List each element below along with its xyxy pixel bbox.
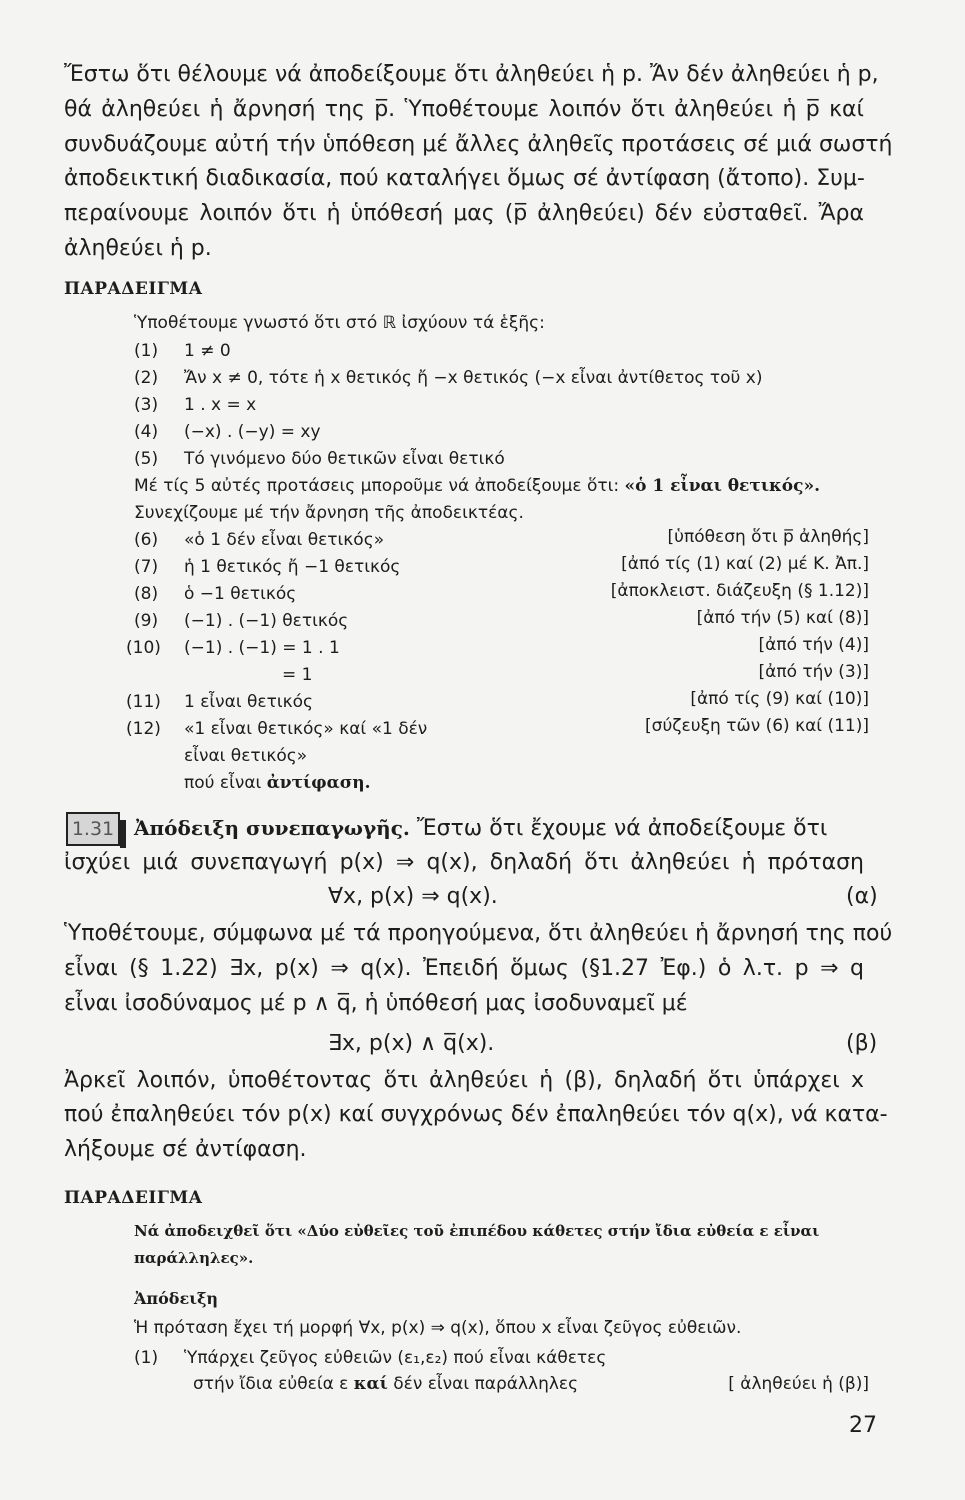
- intro-line-6: ἀληθεύει ἡ p.: [64, 236, 212, 261]
- intro-line-3: συνδυάζουμε αὐτή τήν ὑπόθεση μέ ἄλλες ἀληθεῖς προτάσεις σέ μιά σωστή: [64, 132, 893, 157]
- section-line-8: λήξουμε σέ ἀντίφαση.: [64, 1137, 307, 1162]
- proof-step-text: Ὑπάρχει ζεῦγος εὐθειῶν (ε₁,ε₂) πού εἶναι κάθετες: [184, 1348, 607, 1368]
- step-reason: [σύζευξη τῶν (6) καί (11)]: [645, 716, 869, 736]
- proof-line: Ἡ πρόταση ἔχει τή μορφή ∀x, p(x) ⇒ q(x), ὅπου x εἶναι ζεῦγος εὐθειῶν.: [134, 1318, 742, 1338]
- fact-text: 1 . x = x: [184, 395, 257, 415]
- claim-bold: «ὁ 1 εἶναι θετικός».: [624, 476, 821, 496]
- proof-heading: Ἀπόδειξη: [134, 1289, 219, 1308]
- step-text: «1 εἶναι θετικός» καί «1 δέν: [184, 719, 428, 739]
- example-heading-2: ΠΑΡΑΔΕΙΓΜΑ: [64, 1188, 203, 1208]
- section-line-6: Ἀρκεῖ λοιπόν, ὑποθέτοντας ὅτι ἀληθεύει ἡ (β), δηλαδή ὅτι ὑπάρχει x: [64, 1068, 864, 1093]
- section-line-3: Ὑποθέτουμε, σύμφωνα μέ τά προηγούμενα, ὅτι ἀληθεύει ἡ ἄρνησή της πού: [64, 921, 893, 946]
- step-number: (9): [134, 611, 159, 631]
- intro-line-5: περαίνουμε λοιπόν ὅτι ἡ ὑπόθεσή μας (p̅ ἀληθεύει) δέν εὐσταθεῖ. Ἄρα: [64, 201, 864, 226]
- step-text: = 1: [282, 665, 313, 685]
- step-number: (8): [134, 584, 159, 604]
- intro-line-4: ἀποδεικτική διαδικασία, πού καταλήγει ὅμως σέ ἀντίφαση (ἄτοπο). Συμ-: [64, 166, 865, 191]
- step-reason: [ἀποκλειστ. διάζευξη (§ 1.12)]: [610, 581, 869, 601]
- step-text: ἡ 1 θετικός ἤ −1 θετικός: [184, 557, 401, 577]
- section-title: Ἀπόδειξη συνεπαγωγῆς.: [134, 816, 410, 840]
- step12-continuation: εἶναι θετικός»: [184, 746, 308, 766]
- step-reason: [ἀπό τήν (4)]: [758, 635, 869, 655]
- proof-step-continuation: [193, 1374, 578, 1394]
- conclusion-prefix: πού εἶναι: [184, 773, 267, 793]
- fact-number: (4): [134, 422, 159, 442]
- proof-step-number: (1): [134, 1348, 159, 1368]
- claim-prefix: Μέ τίς 5 αὐτές προτάσεις μποροῦμε νά ἀποδείξουμε ὅτι:: [134, 476, 625, 496]
- step-reason: [ὑπόθεση ὅτι p̅ ἀληθής]: [667, 527, 869, 547]
- step-text: (−1) . (−1) θετικός: [184, 611, 349, 631]
- fact-text: 1 ≠ 0: [184, 341, 231, 361]
- formula-alpha-label: (α): [846, 884, 878, 909]
- fact-number: (1): [134, 341, 159, 361]
- fact-text: Ἄν x ≠ 0, τότε ἡ x θετικός ἤ −x θετικός (−x εἶναι ἀντίθετος τοῦ x): [184, 368, 763, 388]
- step-number: (11): [126, 692, 161, 712]
- step12-conclusion: [184, 773, 371, 793]
- section-first-line: [134, 816, 827, 841]
- step-number: (12): [126, 719, 161, 739]
- step-number: (6): [134, 530, 159, 550]
- fact-number: (2): [134, 368, 159, 388]
- fact-text: Τό γινόμενο δύο θετικῶν εἶναι θετικό: [184, 449, 505, 469]
- step-reason: [ἀπό τήν (5) καί (8)]: [696, 608, 869, 628]
- proof-cont-bold: καί: [353, 1374, 388, 1394]
- step-text: «ὁ 1 δέν εἶναι θετικός»: [184, 530, 385, 550]
- fact-text: (−x) . (−y) = xy: [184, 422, 321, 442]
- intro-line-2: θά ἀληθεύει ἡ ἄρνησή της p̅. Ὑποθέτουμε λοιπόν ὅτι ἀληθεύει ἡ p̅ καί: [64, 97, 864, 122]
- example1-claim: [134, 476, 820, 496]
- step-reason: [ἀπό τίς (9) καί (10)]: [690, 689, 869, 709]
- proof-cont-rest: δέν εἶναι παράλληλες: [387, 1374, 579, 1394]
- section-line-5: εἶναι ἰσοδύναμος μέ p ∧ q̅, ἡ ὑπόθεσή μας ἰσοδυναμεῖ μέ: [64, 991, 688, 1016]
- step-text: ὁ −1 θετικός: [184, 584, 297, 604]
- formula-beta: ∃x, p(x) ∧ q̅(x).: [328, 1031, 495, 1056]
- example1-lead: Ὑποθέτουμε γνωστό ὅτι στό ℝ ἰσχύουν τά ἑξῆς:: [134, 313, 545, 333]
- fact-number: (5): [134, 449, 159, 469]
- proof-step-reason: [ ἀληθεύει ἡ (β)]: [728, 1374, 869, 1394]
- section-line-2: ἰσχύει μιά συνεπαγωγή p(x) ⇒ q(x), δηλαδή ὅτι ἀληθεύει ἡ πρόταση: [64, 850, 864, 875]
- conclusion-bold: ἀντίφαση.: [266, 773, 371, 793]
- intro-line-1: Ἔστω ὅτι θέλουμε νά ἀποδείξουμε ὅτι ἀληθεύει ἡ p. Ἄν δέν ἀληθεύει ἡ p,: [64, 62, 879, 87]
- step-reason: [ἀπό τίς (1) καί (2) μέ Κ. Ἀπ.]: [621, 554, 869, 574]
- page-number: 27: [849, 1413, 877, 1438]
- section-number-box: 1.31: [66, 812, 120, 846]
- example1-continue: Συνεχίζουμε μέ τήν ἄρνηση τῆς ἀποδεικτέας.: [134, 503, 524, 523]
- section-line1-rest: Ἔστω ὅτι ἔχουμε νά ἀποδείξουμε ὅτι: [409, 816, 828, 841]
- fact-number: (3): [134, 395, 159, 415]
- example-heading-1: ΠΑΡΑΔΕΙΓΜΑ: [64, 279, 203, 299]
- step-number: (7): [134, 557, 159, 577]
- formula-beta-label: (β): [846, 1031, 878, 1056]
- example2-task-line-2: παράλληλες».: [134, 1249, 254, 1267]
- step-number: (10): [126, 638, 161, 658]
- step-reason: [ἀπό τήν (3)]: [758, 662, 869, 682]
- step-text: 1 εἶναι θετικός: [184, 692, 313, 712]
- example2-task-line-1: Νά ἀποδειχθεῖ ὅτι «Δύο εὐθεῖες τοῦ ἐπιπέδου κάθετες στήν ἴδια εὐθεία ε εἶναι: [134, 1222, 820, 1240]
- step-text: (−1) . (−1) = 1 . 1: [184, 638, 340, 658]
- formula-alpha: ∀x, p(x) ⇒ q(x).: [328, 884, 498, 909]
- section-line-4: εἶναι (§ 1.22) ∃x, p(x) ⇒ q(x). Ἐπειδή ὅμως (§1.27 Ἐφ.) ὁ λ.τ. p ⇒ q: [64, 956, 864, 981]
- proof-cont-prefix: στήν ἴδια εὐθεία ε: [193, 1374, 354, 1394]
- section-line-7: πού ἐπαληθεύει τόν p(x) καί συγχρόνως δέν ἐπαληθεύει τόν q(x), νά κατα-: [64, 1102, 888, 1127]
